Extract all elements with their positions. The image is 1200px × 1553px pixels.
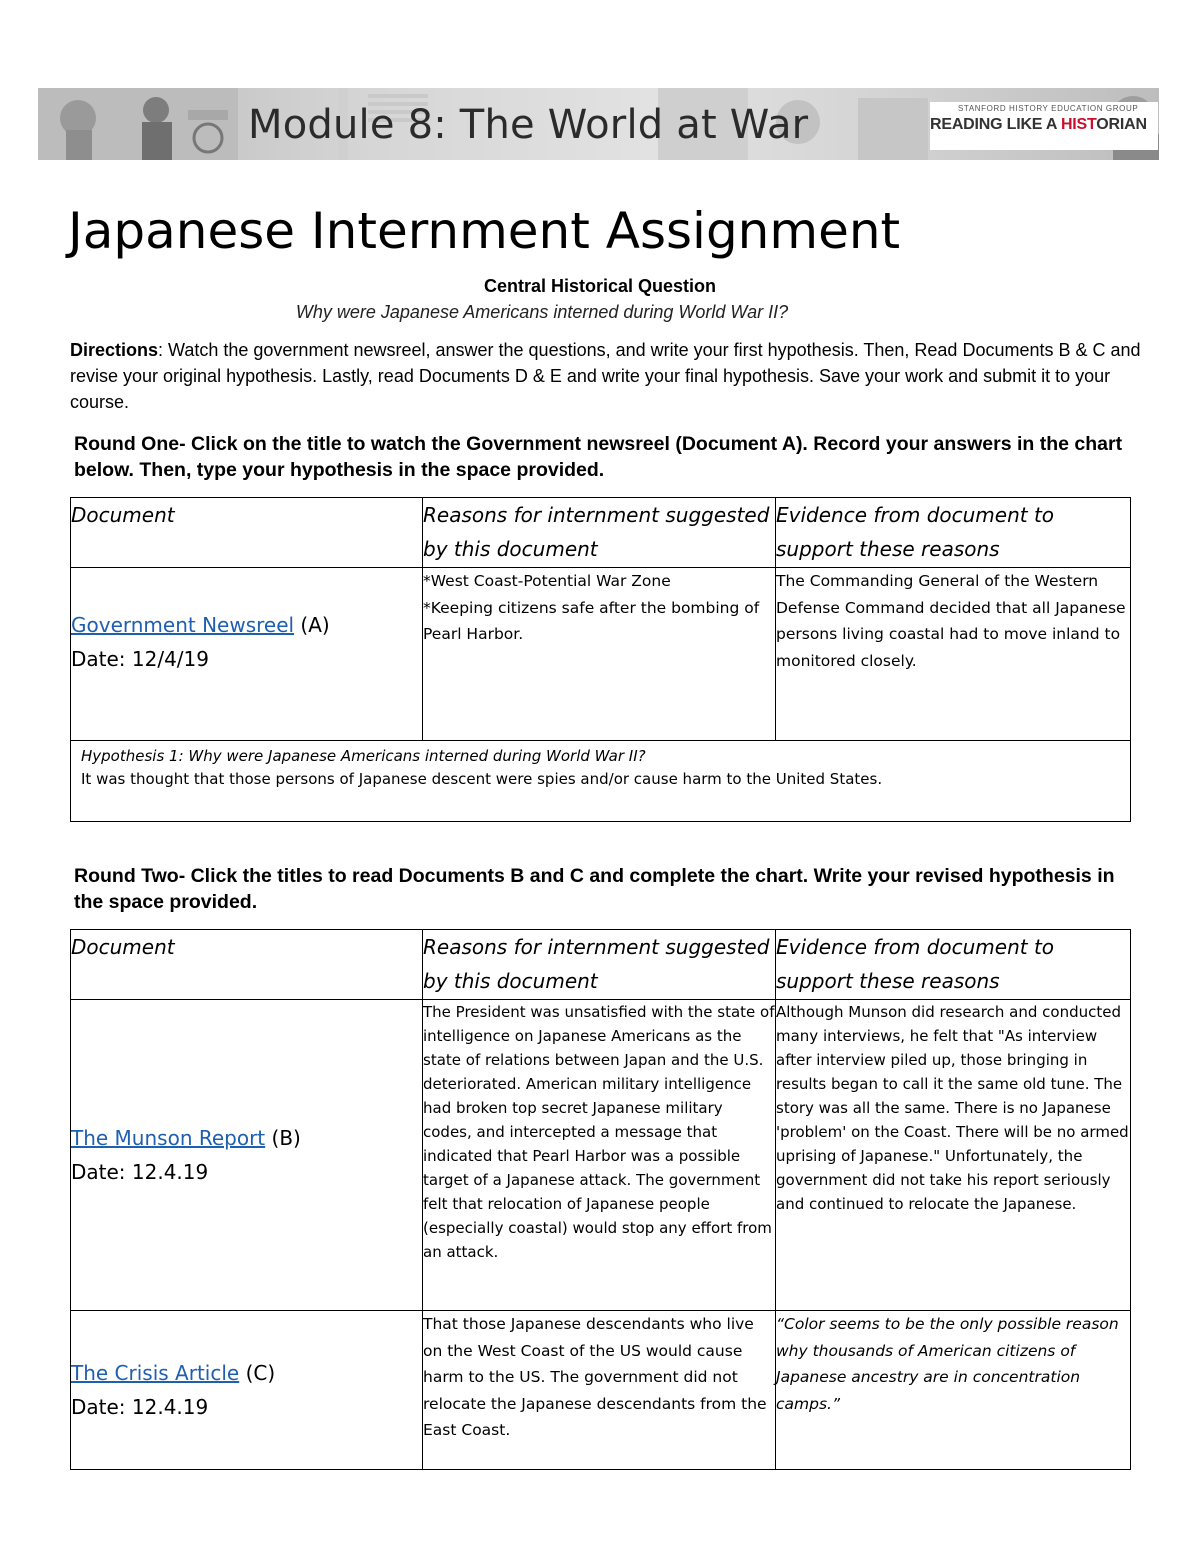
crisis-article-link[interactable]: The Crisis Article — [71, 1361, 240, 1385]
round-two-table — [70, 929, 1131, 1470]
logo-wordmark-part-c: ORIAN — [1096, 116, 1147, 133]
government-newsreel-link[interactable]: Government Newsreel — [71, 613, 295, 637]
directions-label: Directions — [70, 340, 159, 360]
document-letter: (B) — [265, 1126, 301, 1150]
table-header-row — [71, 930, 1131, 1000]
table-header-row — [71, 498, 1131, 568]
reading-like-a-historian-logo — [930, 102, 1158, 150]
header-evidence: Evidence from document to support these reasons — [776, 930, 1131, 1000]
module-banner — [38, 88, 1159, 160]
evidence-cell: “Color seems to be the only possible reason why thousands of American citizens of Japanese ancestry are in concentration camps.” — [776, 1311, 1131, 1470]
reasons-cell: That those Japanese descendants who live on the West Coast of the US would cause harm to the US. The government did not relocate the Japanese descendants from the East Coast. — [423, 1311, 776, 1470]
logo-wordmark-part-b: HIST — [1060, 116, 1097, 133]
munson-report-link[interactable]: The Munson Report — [71, 1126, 266, 1150]
evidence-cell: The Commanding General of the Western Defense Command decided that all Japanese persons living coastal had to move inland to monitored closely. — [776, 568, 1131, 741]
central-question-label: Central Historical Question — [483, 276, 717, 296]
header-document: Document — [71, 498, 423, 568]
reasons-cell: The President was unsatisfied with the state of intelligence on Japanese Americans as the state of relations between Japan and the U.S. deteriorated. American military intelligence had broken top secret Japanese military codes, and intercepted a message that indicated that Pearl Harbor was a possible target of a Japanese attack. The government felt that relocation of Japanese people (especially coastal) would stop any effort from an attack. — [423, 1000, 776, 1311]
logo-wordmark — [930, 116, 1147, 134]
module-title: Module 8: The World at War — [248, 102, 809, 148]
reasons-cell — [423, 568, 776, 741]
evidence-cell: Although Munson did research and conducted many interviews, he felt that "As interview after interview piled up, those bringing in results began to call it the same old tune. The story was all the same. There is no Japanese 'problem' on the Coast. There will be no armed uprising of Japanese." Unfortunately, the government did not take his report seriously and continued to relocate the Japanese. — [776, 1000, 1131, 1311]
document-cell — [71, 1311, 423, 1470]
header-reasons: Reasons for internment suggested by this document — [423, 930, 776, 1000]
round-one-heading: Round One- Click on the title to watch the Government newsreel (Document A). Record your answers in the chart below. Then, type your hypothesis in the space provided. — [74, 433, 1123, 481]
document-date: Date: 12.4.19 — [71, 1395, 209, 1419]
header-evidence: Evidence from document to support these reasons — [776, 498, 1131, 568]
table-row — [71, 1311, 1131, 1470]
hypothesis-answer[interactable]: It was thought that those persons of Japanese descent were spies and/or cause harm to the United States. — [81, 770, 883, 788]
document-cell — [71, 568, 423, 741]
hypothesis-cell[interactable] — [71, 741, 1131, 822]
reason-line: *West Coast-Potential War Zone — [423, 572, 671, 590]
document-date: Date: 12.4.19 — [71, 1160, 209, 1184]
table-row — [71, 568, 1131, 741]
page-title: Japanese Internment Assignment — [68, 202, 901, 260]
document-cell — [71, 1000, 423, 1311]
round-two-heading: Round Two- Click the titles to read Documents B and C and complete the chart. Write your revised hypothesis in the space provided. — [74, 865, 1115, 913]
hypothesis-row — [71, 741, 1131, 822]
hypothesis-question: Hypothesis 1: Why were Japanese Americans interned during World War II? — [81, 747, 646, 765]
document-letter: (C) — [239, 1361, 276, 1385]
header-document: Document — [71, 930, 423, 1000]
document-letter: (A) — [294, 613, 330, 637]
document-date: Date: 12/4/19 — [71, 647, 209, 671]
round-one-table — [70, 497, 1131, 822]
header-reasons: Reasons for internment suggested by this document — [423, 498, 776, 568]
directions-text: : Watch the government newsreel, answer the questions, and write your first hypothesis. Then, Read Documents B & C and revise your original hypothesis. Lastly, read Documents D & E and write your final hypothesis. Save your work and submit it to your course. — [70, 340, 1141, 412]
logo-wordmark-part-a: READING LIKE A — [930, 116, 1061, 133]
central-question-text: Why were Japanese Americans interned during World War II? — [295, 302, 789, 322]
reason-line: *Keeping citizens safe after the bombing of Pearl Harbor. — [423, 598, 760, 643]
directions — [70, 337, 1150, 415]
logo-subtitle: STANFORD HISTORY EDUCATION GROUP — [958, 104, 1139, 113]
table-row — [71, 1000, 1131, 1311]
